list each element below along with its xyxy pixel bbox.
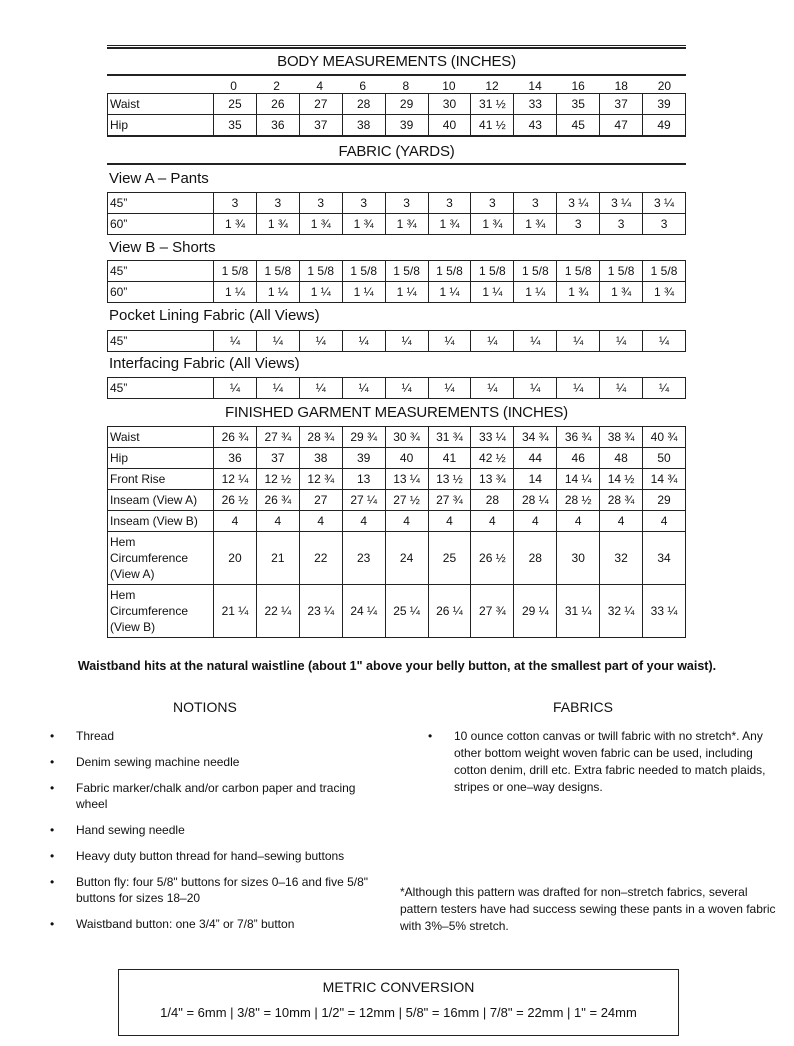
- table-cell: 21 ¼: [214, 585, 257, 638]
- table-cell: 26 ¾: [256, 490, 299, 511]
- table-cell: 31 ½: [471, 94, 514, 115]
- table-row: [108, 214, 686, 235]
- table-cell: 1 5/8: [471, 261, 514, 282]
- notion-item: • Button fly: four 5/8" buttons for sizes 0–16 and five 5/8" buttons for sizes 18–20: [50, 874, 390, 906]
- table-cell: ¼: [514, 378, 557, 399]
- table-cell: 50: [643, 448, 686, 469]
- table-cell: 1 5/8: [299, 261, 342, 282]
- table-cell: 31 ¼: [557, 585, 600, 638]
- table-cell: 4: [514, 511, 557, 532]
- table-cell: 1 ¼: [256, 282, 299, 303]
- table-cell: 4: [428, 511, 471, 532]
- table-cell: 40: [385, 448, 428, 469]
- table-cell: 3 ¼: [600, 193, 643, 214]
- table-row: [108, 427, 686, 448]
- interfacing-table: [107, 377, 686, 399]
- table-cell: ¼: [256, 378, 299, 399]
- table-cell: 22: [299, 532, 342, 585]
- table-cell: 27 ¾: [256, 427, 299, 448]
- table-cell: 3: [385, 193, 428, 214]
- table-cell: ¼: [214, 331, 257, 352]
- table-cell: 1 5/8: [557, 261, 600, 282]
- table-cell: 1 ¾: [342, 214, 385, 235]
- divider: [107, 163, 686, 165]
- notion-item: • Denim sewing machine needle: [50, 754, 390, 770]
- table-cell: 44: [514, 448, 557, 469]
- table-cell: 4: [600, 511, 643, 532]
- table-cell: 38: [342, 115, 385, 137]
- table-cell: 32 ¼: [600, 585, 643, 638]
- table-cell: 26 ½: [471, 532, 514, 585]
- table-cell: 4: [342, 511, 385, 532]
- table-cell: ¼: [471, 378, 514, 399]
- table-cell: 4: [471, 511, 514, 532]
- interfacing-title: Interfacing Fabric (All Views): [109, 355, 300, 372]
- table-cell: 3: [256, 193, 299, 214]
- table-cell: 1 5/8: [600, 261, 643, 282]
- pocket-lining-table: [107, 330, 686, 352]
- table-cell: 25 ¼: [385, 585, 428, 638]
- table-cell: 33 ¼: [471, 427, 514, 448]
- row-label: Waist: [108, 94, 214, 115]
- table-cell: 40: [428, 115, 471, 137]
- table-cell: 30: [557, 532, 600, 585]
- size-header-blank: [107, 77, 212, 94]
- table-cell: 31 ¾: [428, 427, 471, 448]
- row-label: 60”: [108, 282, 214, 303]
- table-cell: ¼: [385, 378, 428, 399]
- table-cell: ¼: [428, 331, 471, 352]
- table-cell: 1 ¼: [428, 282, 471, 303]
- table-cell: 23: [342, 532, 385, 585]
- size-header: 12: [485, 78, 499, 93]
- size-header: 0: [230, 78, 237, 93]
- table-cell: 4: [385, 511, 428, 532]
- table-cell: 1 ¾: [600, 282, 643, 303]
- table-cell: 1 5/8: [514, 261, 557, 282]
- table-cell: 38: [299, 448, 342, 469]
- table-cell: 12 ¼: [214, 469, 257, 490]
- table-cell: ¼: [471, 331, 514, 352]
- row-label: 45”: [108, 331, 214, 352]
- table-cell: 12 ½: [256, 469, 299, 490]
- row-label: Hem Circumference (View A): [108, 532, 214, 585]
- table-cell: 48: [600, 448, 643, 469]
- table-cell: 35: [214, 115, 257, 137]
- fabric-title: FABRIC (YARDS): [338, 143, 455, 160]
- table-cell: 36 ¾: [557, 427, 600, 448]
- row-label: Hip: [108, 115, 214, 137]
- table-cell: 28 ¼: [514, 490, 557, 511]
- table-cell: 4: [557, 511, 600, 532]
- table-cell: 14: [514, 469, 557, 490]
- table-cell: 28 ¾: [600, 490, 643, 511]
- table-cell: 46: [557, 448, 600, 469]
- body-measurements-table: [107, 93, 686, 137]
- table-row: [108, 469, 686, 490]
- table-cell: 29 ¾: [342, 427, 385, 448]
- table-cell: ¼: [342, 331, 385, 352]
- size-header: 20: [657, 78, 672, 93]
- table-row: [108, 490, 686, 511]
- view-a-pants-table: [107, 192, 686, 235]
- table-cell: 3: [471, 193, 514, 214]
- table-cell: 22 ¼: [256, 585, 299, 638]
- table-cell: ¼: [643, 331, 686, 352]
- table-cell: 35: [557, 94, 600, 115]
- table-row: [108, 94, 686, 115]
- table-cell: 33: [514, 94, 557, 115]
- table-cell: 24: [385, 532, 428, 585]
- waistband-note: Waistband hits at the natural waistline (about 1" above your belly button, at the smallest part of your waist).: [77, 659, 717, 673]
- table-cell: 25: [428, 532, 471, 585]
- table-cell: 26 ½: [214, 490, 257, 511]
- table-cell: 3: [557, 214, 600, 235]
- table-row: [108, 378, 686, 399]
- table-cell: ¼: [600, 331, 643, 352]
- table-cell: 3: [643, 214, 686, 235]
- table-cell: 1 ¾: [428, 214, 471, 235]
- table-cell: 47: [600, 115, 643, 137]
- table-cell: 1 ¼: [214, 282, 257, 303]
- table-cell: 3: [428, 193, 471, 214]
- table-cell: 37: [299, 115, 342, 137]
- table-cell: 1 ¼: [514, 282, 557, 303]
- table-cell: ¼: [299, 378, 342, 399]
- table-row: [108, 511, 686, 532]
- table-cell: 4: [214, 511, 257, 532]
- table-cell: 28: [342, 94, 385, 115]
- notion-item: • Waistband button: one 3/4” or 7/8” button: [50, 916, 390, 932]
- table-cell: 25: [214, 94, 257, 115]
- table-cell: 26: [256, 94, 299, 115]
- table-cell: 41: [428, 448, 471, 469]
- table-cell: 4: [643, 511, 686, 532]
- table-cell: 1 5/8: [256, 261, 299, 282]
- row-label: 45”: [108, 378, 214, 399]
- table-cell: 45: [557, 115, 600, 137]
- row-label: Front Rise: [108, 469, 214, 490]
- table-cell: 36: [256, 115, 299, 137]
- table-cell: 27 ½: [385, 490, 428, 511]
- table-row: [108, 261, 686, 282]
- table-cell: 27 ¾: [428, 490, 471, 511]
- size-header: 18: [614, 78, 628, 93]
- table-cell: 4: [256, 511, 299, 532]
- table-cell: 29: [385, 94, 428, 115]
- table-row: [108, 532, 686, 585]
- size-header: 16: [571, 78, 585, 93]
- table-cell: ¼: [299, 331, 342, 352]
- size-header: 2: [273, 78, 280, 93]
- table-cell: 21: [256, 532, 299, 585]
- table-cell: 27: [299, 490, 342, 511]
- table-cell: 28: [514, 532, 557, 585]
- table-cell: 1 ¼: [385, 282, 428, 303]
- table-cell: 26 ¼: [428, 585, 471, 638]
- table-cell: 3: [299, 193, 342, 214]
- size-header: 14: [528, 78, 542, 93]
- table-cell: ¼: [557, 331, 600, 352]
- size-header: 10: [442, 78, 456, 93]
- table-cell: 49: [643, 115, 686, 137]
- table-cell: ¼: [214, 378, 257, 399]
- size-header: 8: [402, 78, 410, 93]
- table-cell: ¼: [600, 378, 643, 399]
- finished-garment-table: [107, 426, 686, 638]
- table-cell: 12 ¾: [299, 469, 342, 490]
- table-cell: 3: [600, 214, 643, 235]
- table-cell: ¼: [385, 331, 428, 352]
- table-cell: ¼: [643, 378, 686, 399]
- table-cell: 1 ¾: [256, 214, 299, 235]
- view-b-shorts-title: View B – Shorts: [109, 239, 216, 256]
- table-cell: 1 ¾: [471, 214, 514, 235]
- row-label: Inseam (View A): [108, 490, 214, 511]
- stretch-footnote: *Although this pattern was drafted for non–stretch fabrics, several pattern testers have had success sewing these pants in a woven fabric with 3%–5% stretch.: [400, 885, 776, 933]
- table-cell: 20: [214, 532, 257, 585]
- table-cell: 1 5/8: [214, 261, 257, 282]
- table-cell: ¼: [428, 378, 471, 399]
- table-cell: 13 ½: [428, 469, 471, 490]
- table-row: [108, 115, 686, 137]
- table-row: [108, 282, 686, 303]
- view-a-pants-title: View A – Pants: [109, 170, 209, 187]
- metric-conversion-values: 1/4" = 6mm | 3/8" = 10mm | 1/2" = 12mm | 5/8" = 16mm | 7/8" = 22mm | 1" = 24mm: [160, 1005, 637, 1020]
- notions-list: [50, 728, 390, 942]
- table-cell: 13: [342, 469, 385, 490]
- table-cell: ¼: [342, 378, 385, 399]
- table-cell: 1 ¾: [557, 282, 600, 303]
- table-cell: 32: [600, 532, 643, 585]
- table-row: [108, 193, 686, 214]
- table-cell: 14 ½: [600, 469, 643, 490]
- table-cell: 1 ¼: [299, 282, 342, 303]
- metric-conversion-title: METRIC CONVERSION: [322, 979, 475, 995]
- table-cell: 14 ¾: [643, 469, 686, 490]
- table-cell: 1 ¼: [342, 282, 385, 303]
- table-cell: 41 ½: [471, 115, 514, 137]
- row-label: Inseam (View B): [108, 511, 214, 532]
- table-cell: 39: [342, 448, 385, 469]
- table-cell: 28 ¾: [299, 427, 342, 448]
- notion-item: • Hand sewing needle: [50, 822, 390, 838]
- notions-title: NOTIONS: [173, 699, 237, 715]
- table-cell: ¼: [514, 331, 557, 352]
- table-cell: 3: [342, 193, 385, 214]
- table-cell: 27 ¼: [342, 490, 385, 511]
- pocket-lining-title: Pocket Lining Fabric (All Views): [109, 307, 320, 324]
- table-row: [108, 585, 686, 638]
- size-header-row: [107, 77, 686, 94]
- notion-item: • Heavy duty button thread for hand–sewing buttons: [50, 848, 390, 864]
- table-cell: 34 ¾: [514, 427, 557, 448]
- notion-item: • Thread: [50, 728, 390, 744]
- table-cell: ¼: [256, 331, 299, 352]
- table-cell: 34: [643, 532, 686, 585]
- fabrics-title: FABRICS: [553, 699, 613, 715]
- table-cell: 30 ¾: [385, 427, 428, 448]
- table-cell: 1 5/8: [385, 261, 428, 282]
- table-cell: 38 ¾: [600, 427, 643, 448]
- divider: [107, 74, 686, 76]
- row-label: Hip: [108, 448, 214, 469]
- table-cell: 1 ¾: [385, 214, 428, 235]
- row-label: 45”: [108, 261, 214, 282]
- table-cell: 1 ¾: [299, 214, 342, 235]
- table-cell: ¼: [557, 378, 600, 399]
- table-cell: 3: [514, 193, 557, 214]
- table-cell: 37: [256, 448, 299, 469]
- table-cell: 1 ¾: [514, 214, 557, 235]
- table-cell: 29: [643, 490, 686, 511]
- table-cell: 28: [471, 490, 514, 511]
- table-cell: 27: [299, 94, 342, 115]
- table-cell: 30: [428, 94, 471, 115]
- table-cell: 24 ¼: [342, 585, 385, 638]
- view-b-shorts-table: [107, 260, 686, 303]
- table-cell: 1 ¾: [214, 214, 257, 235]
- table-cell: 3 ¼: [643, 193, 686, 214]
- table-cell: 27 ¾: [471, 585, 514, 638]
- table-cell: 43: [514, 115, 557, 137]
- row-label: Waist: [108, 427, 214, 448]
- top-double-rule: [107, 45, 686, 49]
- fabric-item: • 10 ounce cotton canvas or twill fabric with no stretch*. Any other bottom weight woven fabric can be used, including cotton denim, drill etc. Extra fabric needed to match plaids, stripes or one–way designs.: [428, 728, 778, 796]
- table-cell: 37: [600, 94, 643, 115]
- table-cell: 39: [385, 115, 428, 137]
- table-cell: 36: [214, 448, 257, 469]
- table-cell: 14 ¼: [557, 469, 600, 490]
- size-header: 4: [316, 78, 324, 93]
- table-cell: 3: [214, 193, 257, 214]
- row-label: 45”: [108, 193, 214, 214]
- table-row: [108, 448, 686, 469]
- table-cell: 26 ¾: [214, 427, 257, 448]
- table-cell: 29 ¼: [514, 585, 557, 638]
- row-label: 60”: [108, 214, 214, 235]
- table-cell: 1 5/8: [342, 261, 385, 282]
- table-cell: 39: [643, 94, 686, 115]
- table-cell: 42 ½: [471, 448, 514, 469]
- table-cell: 28 ½: [557, 490, 600, 511]
- table-cell: 1 5/8: [428, 261, 471, 282]
- notion-item: • Fabric marker/chalk and/or carbon paper and tracing wheel: [50, 780, 390, 812]
- table-cell: 1 5/8: [643, 261, 686, 282]
- table-cell: 1 ¾: [643, 282, 686, 303]
- fabrics-list: [428, 728, 778, 806]
- table-cell: 40 ¾: [643, 427, 686, 448]
- body-measurements-title: BODY MEASUREMENTS (INCHES): [277, 53, 516, 70]
- table-cell: 13 ¾: [471, 469, 514, 490]
- table-cell: 33 ¼: [643, 585, 686, 638]
- table-cell: 13 ¼: [385, 469, 428, 490]
- finished-garment-title: FINISHED GARMENT MEASUREMENTS (INCHES): [225, 404, 568, 421]
- table-cell: 3 ¼: [557, 193, 600, 214]
- metric-conversion-box: [118, 969, 679, 1036]
- table-cell: 23 ¼: [299, 585, 342, 638]
- table-cell: 4: [299, 511, 342, 532]
- row-label: Hem Circumference (View B): [108, 585, 214, 638]
- table-cell: 1 ¼: [471, 282, 514, 303]
- table-row: [108, 331, 686, 352]
- size-header: 6: [359, 78, 367, 93]
